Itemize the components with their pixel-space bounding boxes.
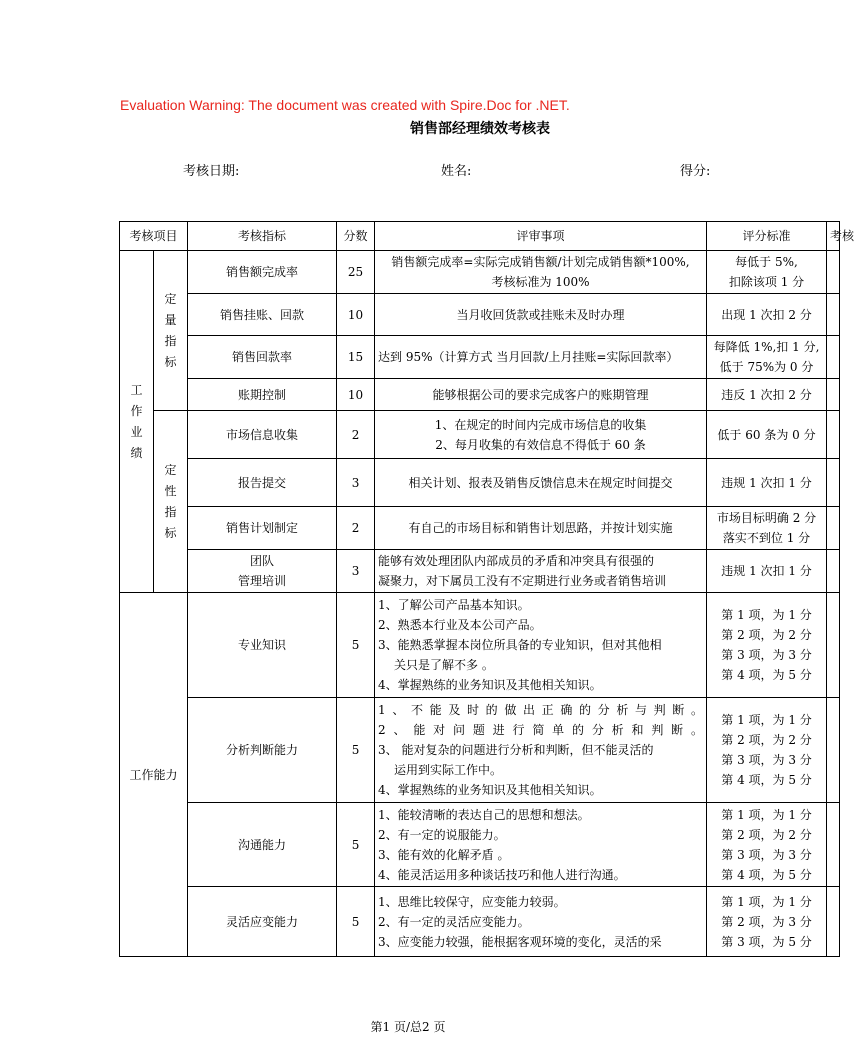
review-line: 凝聚力，对下属员工没有不定期进行业务或者销售培训 xyxy=(378,574,667,588)
standard-cell xyxy=(707,251,827,294)
standard-line: 第 1 项，为 1 分 xyxy=(721,713,812,727)
table-row xyxy=(120,336,840,379)
cut-cell xyxy=(827,336,840,379)
review-line: 3、 能对复杂的问题进行分析和判断，但不能灵活的 xyxy=(378,743,654,757)
header-standard: 评分标准 xyxy=(707,222,827,251)
indicator-line: 销售额完成率 xyxy=(226,265,299,279)
section-quantitative xyxy=(154,251,188,411)
standard-line: 出现 1 次扣 2 分 xyxy=(721,307,812,322)
indicator-cell xyxy=(188,294,337,336)
review-line: 关只是了解不多 。 xyxy=(394,658,494,672)
standard-line: 第 2 项，为 2 分 xyxy=(721,628,812,642)
review-line: 相关计划、报表及销售反馈信息未在规定时间提交 xyxy=(408,475,673,490)
review-cell xyxy=(375,251,707,294)
review-line: 3、能熟悉掌握本岗位所具备的专业知识，但对其他相 xyxy=(378,638,662,652)
section-label: 定量指标 xyxy=(164,291,177,369)
cut-cell xyxy=(827,251,840,294)
points-cell: 25 xyxy=(337,251,375,294)
standard-line: 第 4 项，为 5 分 xyxy=(721,867,812,882)
table-row xyxy=(120,459,840,507)
indicator-line: 沟通能力 xyxy=(238,837,287,852)
review-line: 能够根据公司的要求完成客户的账期管理 xyxy=(432,387,649,402)
table-row xyxy=(120,698,840,803)
indicator-cell xyxy=(188,698,337,803)
indicator-cell xyxy=(188,803,337,887)
standard-line: 第 4 项，为 5 分 xyxy=(721,668,812,682)
standard-line: 低于 75%为 0 分 xyxy=(719,360,814,374)
standard-line: 第 2 项，为 3 分 xyxy=(721,914,812,929)
section-performance xyxy=(120,251,154,593)
table-header-row xyxy=(120,222,840,251)
standard-line: 第 3 项，为 5 分 xyxy=(721,934,812,949)
table-row xyxy=(120,379,840,411)
table-row xyxy=(120,887,840,957)
cut-cell xyxy=(827,698,840,803)
page-footer: 第1 页/总2 页 xyxy=(370,1020,446,1034)
review-line: 达到 95%（计算方式 当月回款/上月挂账=实际回款率） xyxy=(378,350,679,364)
review-line: 4、掌握熟练的业务知识及其他相关知识。 xyxy=(378,783,602,797)
cut-cell xyxy=(827,507,840,550)
review-cell xyxy=(375,411,707,459)
standard-cell xyxy=(707,379,827,411)
points-cell: 5 xyxy=(337,803,375,887)
standard-line: 第 1 项，为 1 分 xyxy=(721,807,812,822)
standard-cell xyxy=(707,459,827,507)
name-label: 姓名: xyxy=(441,164,472,179)
cut-cell xyxy=(827,803,840,887)
review-cell xyxy=(375,336,707,379)
standard-line: 第 2 项，为 2 分 xyxy=(721,733,812,747)
points-cell: 3 xyxy=(337,459,375,507)
standard-cell xyxy=(707,887,827,957)
standard-line: 落实不到位 1 分 xyxy=(722,531,811,545)
review-line: 当月收回货款或挂账未及时办理 xyxy=(456,307,625,322)
standard-line: 每降低 1%,扣 1 分, xyxy=(713,340,820,354)
indicator-cell xyxy=(188,593,337,698)
review-line: 1、思维比较保守，应变能力较弱。 xyxy=(378,894,566,909)
cut-cell xyxy=(827,459,840,507)
table-row xyxy=(120,294,840,336)
indicator-line: 报告提交 xyxy=(238,475,287,490)
cut-cell xyxy=(827,593,840,698)
points-cell: 3 xyxy=(337,550,375,593)
standard-cell xyxy=(707,698,827,803)
standard-cell xyxy=(707,803,827,887)
standard-line: 第 1 项，为 1 分 xyxy=(721,608,812,622)
review-line: 销售额完成率=实际完成销售额/计划完成销售额*100%, xyxy=(391,255,690,269)
standard-line: 低于 60 条为 0 分 xyxy=(717,427,816,442)
indicator-line: 分析判断能力 xyxy=(226,743,299,757)
standard-line: 第 1 项，为 1 分 xyxy=(721,894,812,909)
indicator-line: 团队 xyxy=(250,554,275,568)
table-row xyxy=(120,507,840,550)
points-cell: 15 xyxy=(337,336,375,379)
indicator-cell xyxy=(188,550,337,593)
standard-line: 第 3 项，为 3 分 xyxy=(721,753,812,767)
indicator-line: 销售挂账、回款 xyxy=(220,307,305,322)
review-line: 有自己的市场目标和销售计划思路，并按计划实施 xyxy=(408,521,673,535)
section-label: 工作业绩 xyxy=(130,382,143,460)
cut-cell xyxy=(827,411,840,459)
review-line: 3、应变能力较强，能根据客观环境的变化，灵活的采 xyxy=(378,934,662,949)
table-row xyxy=(120,593,840,698)
cut-cell xyxy=(827,379,840,411)
review-cell xyxy=(375,507,707,550)
review-line: 1、了解公司产品基本知识。 xyxy=(378,598,530,612)
indicator-line: 管理培训 xyxy=(238,574,287,588)
review-line: 1、不能及时的做出正确的分析与判断。 xyxy=(378,703,704,717)
review-cell xyxy=(375,459,707,507)
indicator-cell xyxy=(188,251,337,294)
cut-cell xyxy=(827,294,840,336)
points-cell: 10 xyxy=(337,294,375,336)
review-line: 2、熟悉本行业及本公司产品。 xyxy=(378,618,542,632)
standard-line: 扣除该项 1 分 xyxy=(728,275,805,289)
review-line: 能够有效处理团队内部成员的矛盾和冲突具有很强的 xyxy=(378,554,655,568)
standard-line: 第 4 项，为 5 分 xyxy=(721,773,812,787)
points-cell: 5 xyxy=(337,698,375,803)
indicator-line: 账期控制 xyxy=(238,387,287,402)
indicator-cell xyxy=(188,887,337,957)
indicator-line: 市场信息收集 xyxy=(226,427,299,442)
standard-cell xyxy=(707,593,827,698)
cut-cell xyxy=(827,550,840,593)
review-line: 考核标准为 100% xyxy=(491,275,590,289)
review-cell xyxy=(375,803,707,887)
review-line: 1、在规定的时间内完成市场信息的收集 xyxy=(434,417,647,432)
header-cut: 考核 xyxy=(827,222,840,251)
review-line: 2、有一定的说服能力。 xyxy=(378,827,506,842)
table-row xyxy=(120,803,840,887)
standard-line: 违规 1 次扣 1 分 xyxy=(721,475,812,490)
review-cell xyxy=(375,294,707,336)
points-cell: 5 xyxy=(337,593,375,698)
review-cell xyxy=(375,887,707,957)
section-qualitative xyxy=(154,411,188,593)
indicator-cell xyxy=(188,459,337,507)
table-row xyxy=(120,550,840,593)
header-indicator: 考核指标 xyxy=(188,222,337,251)
review-line: 2、能对问题进行简单的分析和判断。 xyxy=(378,723,704,737)
standard-line: 第 2 项，为 2 分 xyxy=(721,827,812,842)
indicator-line: 销售计划制定 xyxy=(226,521,299,535)
standard-cell xyxy=(707,507,827,550)
review-line: 4、掌握熟练的业务知识及其他相关知识。 xyxy=(378,678,602,692)
review-line: 1、能较清晰的表达自己的思想和想法。 xyxy=(378,807,590,822)
indicator-cell xyxy=(188,507,337,550)
indicator-cell xyxy=(188,336,337,379)
review-line: 2、每月收集的有效信息不得低于 60 条 xyxy=(435,437,646,452)
standard-line: 第 3 项，为 3 分 xyxy=(721,847,812,862)
review-line: 2、有一定的灵活应变能力。 xyxy=(378,914,530,929)
review-line: 运用到实际工作中。 xyxy=(394,763,503,777)
standard-line: 违反 1 次扣 2 分 xyxy=(721,387,812,402)
review-line: 3、能有效的化解矛盾 。 xyxy=(378,847,510,862)
review-cell xyxy=(375,698,707,803)
indicator-line: 销售回款率 xyxy=(232,350,293,364)
section-label: 定性指标 xyxy=(164,462,177,540)
table-row xyxy=(120,411,840,459)
score-label: 得分: xyxy=(680,164,711,179)
section-ability: 工作能力 xyxy=(120,593,188,957)
evaluation-warning: Evaluation Warning: The document was created with Spire.Doc for .NET. xyxy=(120,97,570,113)
indicator-cell xyxy=(188,379,337,411)
date-label: 考核日期: xyxy=(183,164,240,179)
standard-cell xyxy=(707,336,827,379)
standard-line: 每低于 5%, xyxy=(735,255,798,269)
standard-cell xyxy=(707,411,827,459)
standard-line: 市场目标明确 2 分 xyxy=(716,511,817,525)
standard-cell xyxy=(707,294,827,336)
header-item: 考核项目 xyxy=(120,222,188,251)
header-points: 分数 xyxy=(337,222,375,251)
points-cell: 5 xyxy=(337,887,375,957)
indicator-line: 灵活应变能力 xyxy=(226,914,299,929)
review-line: 4、能灵活运用多种谈话技巧和他人进行沟通。 xyxy=(378,867,626,882)
standard-cell xyxy=(707,550,827,593)
assessment-table xyxy=(119,221,854,957)
indicator-line: 专业知识 xyxy=(238,638,287,652)
standard-line: 违规 1 次扣 1 分 xyxy=(721,564,812,578)
header-review: 评审事项 xyxy=(375,222,707,251)
document-title: 销售部经理绩效考核表 xyxy=(410,121,550,137)
review-cell xyxy=(375,550,707,593)
review-cell xyxy=(375,593,707,698)
review-cell xyxy=(375,379,707,411)
table-row xyxy=(120,251,840,294)
standard-line: 第 3 项，为 3 分 xyxy=(721,648,812,662)
points-cell: 10 xyxy=(337,379,375,411)
cut-cell xyxy=(827,887,840,957)
indicator-cell xyxy=(188,411,337,459)
points-cell: 2 xyxy=(337,411,375,459)
points-cell: 2 xyxy=(337,507,375,550)
